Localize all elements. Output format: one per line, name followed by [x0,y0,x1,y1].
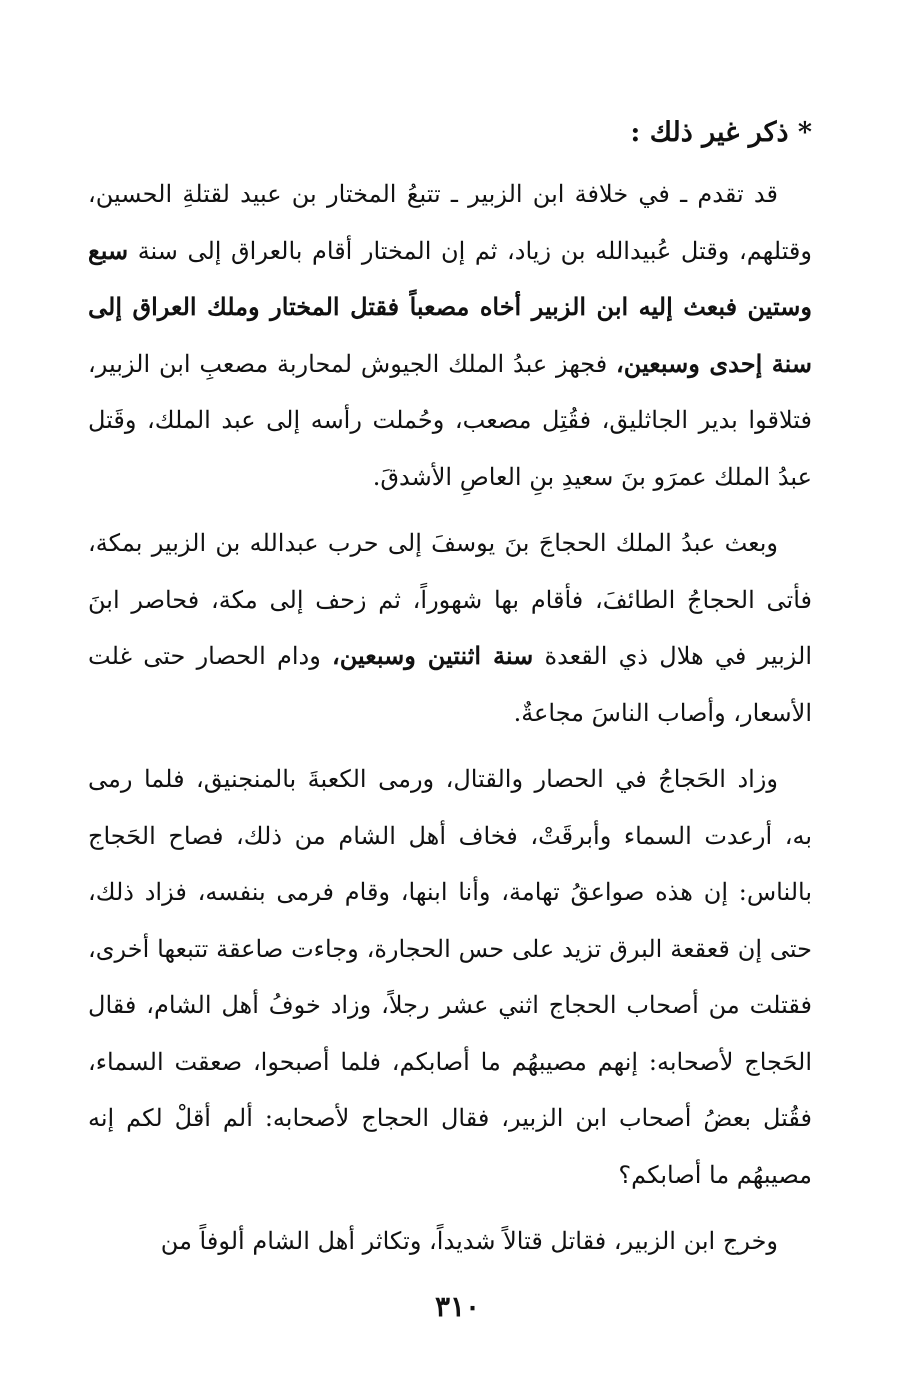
paragraph-3-text: وزاد الحَجاجُ في الحصار والقتال، ورمى الكعبةَ بالمنجنيق، فلما رمى به، أرعدت السماء وأبرقَتْ، فخاف أهل الشام من ذلك، فصاح الحَجاج بالناس: إن هذه صواعقُ تهامة، وأنا ابنها، وقام فرمى بنفسه، فزاد ذلك، حتى إن قعقعة البرق تزيد على حس الحجارة، وجاءت صاعقة تتبعها أخرى، فقتلت من أصحاب الحجاج اثني عشر رجلاً، وزاد خوفُ أهل الشام، فقال الحَجاج لأصحابه: إنهم مصيبهُم ما أصابكم، فلما أصبحوا، صعقت السماء، فقُتل بعضُ أصحاب ابن الزبير، فقال الحجاج لأصحابه: ألم أقلْ لكم إنه مصيبهُم ما أصابكم؟ [88,765,812,1189]
paragraph-2-text-a: وبعث عبدُ الملك الحجاجَ بنَ يوسفَ إلى حرب عبدالله بن الزبير بمكة، فأتى الحجاجُ الطائفَ، فأقام بها شهوراً، ثم زحف إلى مكة، فحاصر ابنَ الزبير في هلال ذي القعدة [88,529,813,670]
page-body [88,100,812,1270]
paragraph-2 [88,515,812,741]
paragraph-1-bold: سبع وستين فبعث إليه ابن الزبير أخاه مصعباً فقتل المختار وملك العراق إلى سنة إحدى وسبعين، [88,235,813,378]
paragraph-1-text-a: قد تقدم ـ في خلافة ابن الزبير ـ تتبعُ المختار بن عبيد لقتلةِ الحسين، وقتلهم، وقتل عُبيدالله بن زياد، ثم إن المختار أقام بالعراق إلى سنة [88,180,812,265]
paragraph-1 [88,166,812,505]
section-heading: * ذكر غير ذلك : [630,117,812,148]
paragraph-2-text-b: ودام الحصار حتى غلت الأسعار، وأصاب الناسَ مجاعةٌ. [88,642,812,727]
paragraph-3 [88,751,812,1203]
paragraph-2-bold: سنة اثنتين وسبعين، [332,641,534,670]
page-number: ٣١٠ [434,1290,481,1323]
paragraph-1-text-b: فجهز عبدُ الملك الجيوش لمحاربة مصعبِ ابن الزبير، فتلاقوا بدير الجاثليق، فقُتِل مصعب، وحُملت رأسه إلى عبد الملك، وقَتل عبدُ الملك عمرَو بنَ سعيدِ بنِ العاصِ الأشدقَ. [88,349,812,491]
paragraph-4-text: وخرج ابن الزبير، فقاتل قتالاً شديداً، وتكاثر أهل الشام ألوفاً من [160,1227,778,1255]
paragraph-4 [88,1213,812,1270]
